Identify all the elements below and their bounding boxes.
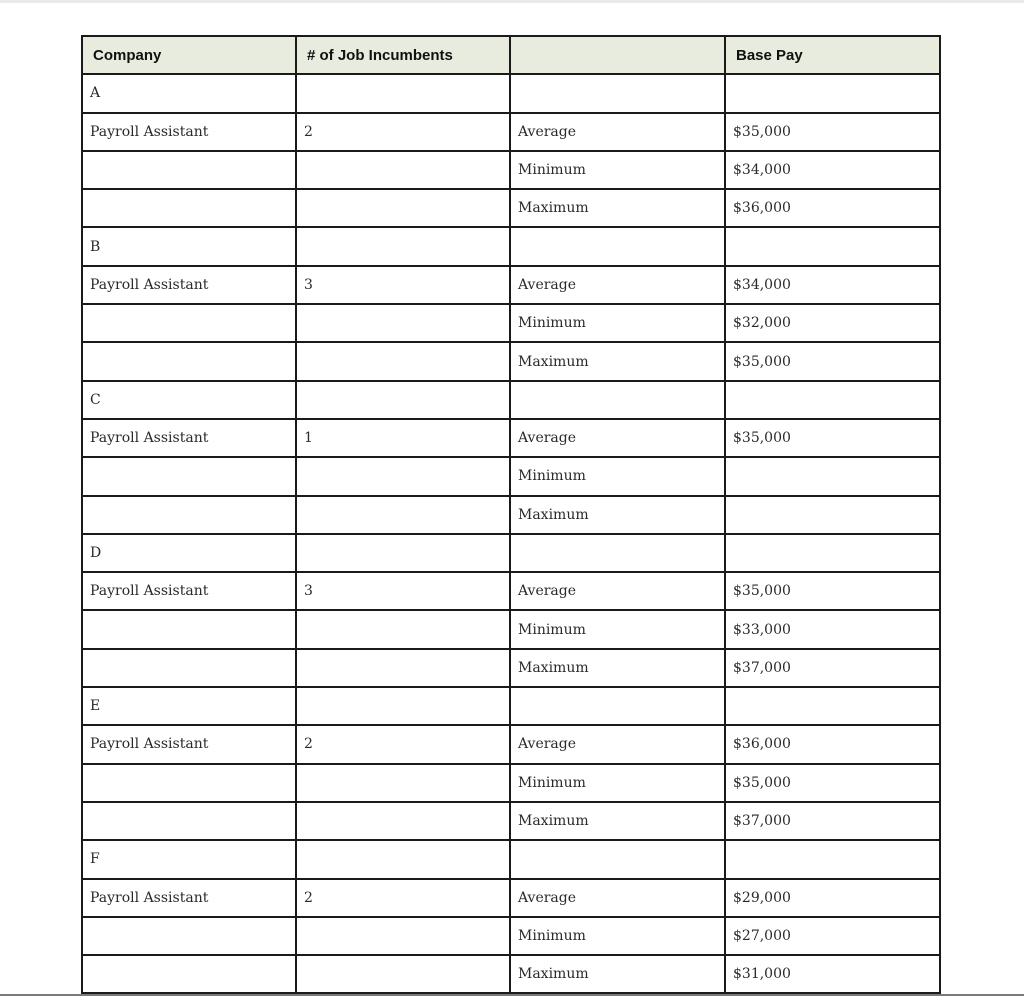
- cell-statistic: Minimum: [510, 764, 725, 802]
- table-row: [82, 457, 940, 495]
- table-row: [82, 381, 940, 419]
- cell-company: [82, 917, 296, 955]
- cell-company: F: [82, 840, 296, 878]
- cell-statistic: Maximum: [510, 496, 725, 534]
- cell-job-incumbents: [296, 764, 510, 802]
- cell-company: Payroll Assistant: [82, 113, 296, 151]
- cell-job-incumbents: [296, 381, 510, 419]
- cell-company: C: [82, 381, 296, 419]
- table-row: [82, 687, 940, 725]
- cell-statistic: Maximum: [510, 802, 725, 840]
- cell-statistic: Average: [510, 572, 725, 610]
- cell-statistic: [510, 687, 725, 725]
- cell-statistic: Minimum: [510, 917, 725, 955]
- table-row: [82, 840, 940, 878]
- cell-base-pay: $33,000: [725, 610, 940, 648]
- cell-company: [82, 342, 296, 380]
- cell-company: [82, 189, 296, 227]
- cell-job-incumbents: 3: [296, 572, 510, 610]
- cell-job-incumbents: [296, 649, 510, 687]
- cell-job-incumbents: 1: [296, 419, 510, 457]
- cell-base-pay: $37,000: [725, 802, 940, 840]
- table-row: [82, 649, 940, 687]
- header-base-pay: Base Pay: [725, 36, 940, 74]
- cell-job-incumbents: 2: [296, 113, 510, 151]
- table-row: [82, 189, 940, 227]
- cell-base-pay: [725, 496, 940, 534]
- table-row: [82, 879, 940, 917]
- table-row: [82, 113, 940, 151]
- cell-job-incumbents: [296, 304, 510, 342]
- cell-base-pay: [725, 74, 940, 112]
- table-body: [82, 74, 940, 993]
- table-row: [82, 151, 940, 189]
- cell-base-pay: $29,000: [725, 879, 940, 917]
- cell-statistic: Average: [510, 113, 725, 151]
- cell-company: B: [82, 227, 296, 265]
- table-row: [82, 764, 940, 802]
- table-row: [82, 227, 940, 265]
- cell-statistic: [510, 840, 725, 878]
- cell-statistic: Minimum: [510, 304, 725, 342]
- cell-company: [82, 955, 296, 993]
- cell-statistic: Minimum: [510, 457, 725, 495]
- table-row: [82, 917, 940, 955]
- cell-job-incumbents: [296, 457, 510, 495]
- cell-company: A: [82, 74, 296, 112]
- cell-base-pay: $34,000: [725, 151, 940, 189]
- table-row: [82, 304, 940, 342]
- cell-statistic: [510, 74, 725, 112]
- cell-job-incumbents: [296, 955, 510, 993]
- table-row: [82, 802, 940, 840]
- cell-base-pay: [725, 227, 940, 265]
- cell-base-pay: $35,000: [725, 419, 940, 457]
- table-row: [82, 266, 940, 304]
- cell-company: [82, 304, 296, 342]
- cell-job-incumbents: [296, 802, 510, 840]
- header-statistic: [510, 36, 725, 74]
- cell-base-pay: $35,000: [725, 764, 940, 802]
- page-bottom-rule: [0, 994, 1024, 996]
- table-row: [82, 534, 940, 572]
- cell-job-incumbents: [296, 74, 510, 112]
- cell-statistic: Maximum: [510, 342, 725, 380]
- cell-base-pay: [725, 840, 940, 878]
- cell-base-pay: [725, 457, 940, 495]
- cell-statistic: Average: [510, 725, 725, 763]
- cell-statistic: Average: [510, 266, 725, 304]
- cell-base-pay: $34,000: [725, 266, 940, 304]
- cell-base-pay: $35,000: [725, 572, 940, 610]
- cell-company: [82, 610, 296, 648]
- cell-job-incumbents: [296, 840, 510, 878]
- cell-base-pay: $27,000: [725, 917, 940, 955]
- cell-statistic: Maximum: [510, 955, 725, 993]
- cell-company: E: [82, 687, 296, 725]
- cell-company: [82, 802, 296, 840]
- cell-company: [82, 764, 296, 802]
- cell-job-incumbents: [296, 687, 510, 725]
- cell-job-incumbents: [296, 151, 510, 189]
- cell-job-incumbents: 3: [296, 266, 510, 304]
- cell-base-pay: $35,000: [725, 113, 940, 151]
- cell-statistic: [510, 381, 725, 419]
- table-row: [82, 342, 940, 380]
- cell-company: [82, 496, 296, 534]
- cell-statistic: Average: [510, 879, 725, 917]
- table-row: [82, 572, 940, 610]
- cell-statistic: Maximum: [510, 649, 725, 687]
- cell-base-pay: [725, 687, 940, 725]
- cell-job-incumbents: [296, 189, 510, 227]
- page-top-edge: [0, 0, 1024, 3]
- cell-company: D: [82, 534, 296, 572]
- cell-base-pay: $35,000: [725, 342, 940, 380]
- cell-company: [82, 457, 296, 495]
- base-pay-table: [81, 35, 941, 994]
- cell-job-incumbents: [296, 227, 510, 265]
- cell-job-incumbents: [296, 342, 510, 380]
- cell-base-pay: $32,000: [725, 304, 940, 342]
- cell-statistic: [510, 534, 725, 572]
- header-job-incumbents: # of Job Incumbents: [296, 36, 510, 74]
- cell-company: Payroll Assistant: [82, 879, 296, 917]
- cell-statistic: Minimum: [510, 610, 725, 648]
- cell-base-pay: [725, 381, 940, 419]
- cell-company: Payroll Assistant: [82, 725, 296, 763]
- table-row: [82, 955, 940, 993]
- table-header-row: [82, 36, 940, 74]
- cell-company: [82, 151, 296, 189]
- cell-job-incumbents: 2: [296, 725, 510, 763]
- cell-base-pay: $36,000: [725, 725, 940, 763]
- cell-job-incumbents: [296, 534, 510, 572]
- cell-base-pay: $31,000: [725, 955, 940, 993]
- cell-job-incumbents: 2: [296, 879, 510, 917]
- cell-statistic: Maximum: [510, 189, 725, 227]
- cell-company: Payroll Assistant: [82, 572, 296, 610]
- cell-job-incumbents: [296, 610, 510, 648]
- cell-base-pay: [725, 534, 940, 572]
- cell-base-pay: $37,000: [725, 649, 940, 687]
- cell-statistic: [510, 227, 725, 265]
- cell-company: Payroll Assistant: [82, 419, 296, 457]
- cell-job-incumbents: [296, 917, 510, 955]
- cell-company: [82, 649, 296, 687]
- header-company: Company: [82, 36, 296, 74]
- table-row: [82, 725, 940, 763]
- table-row: [82, 74, 940, 112]
- table-row: [82, 496, 940, 534]
- table-row: [82, 610, 940, 648]
- cell-company: Payroll Assistant: [82, 266, 296, 304]
- cell-statistic: Average: [510, 419, 725, 457]
- cell-base-pay: $36,000: [725, 189, 940, 227]
- table-row: [82, 419, 940, 457]
- cell-statistic: Minimum: [510, 151, 725, 189]
- cell-job-incumbents: [296, 496, 510, 534]
